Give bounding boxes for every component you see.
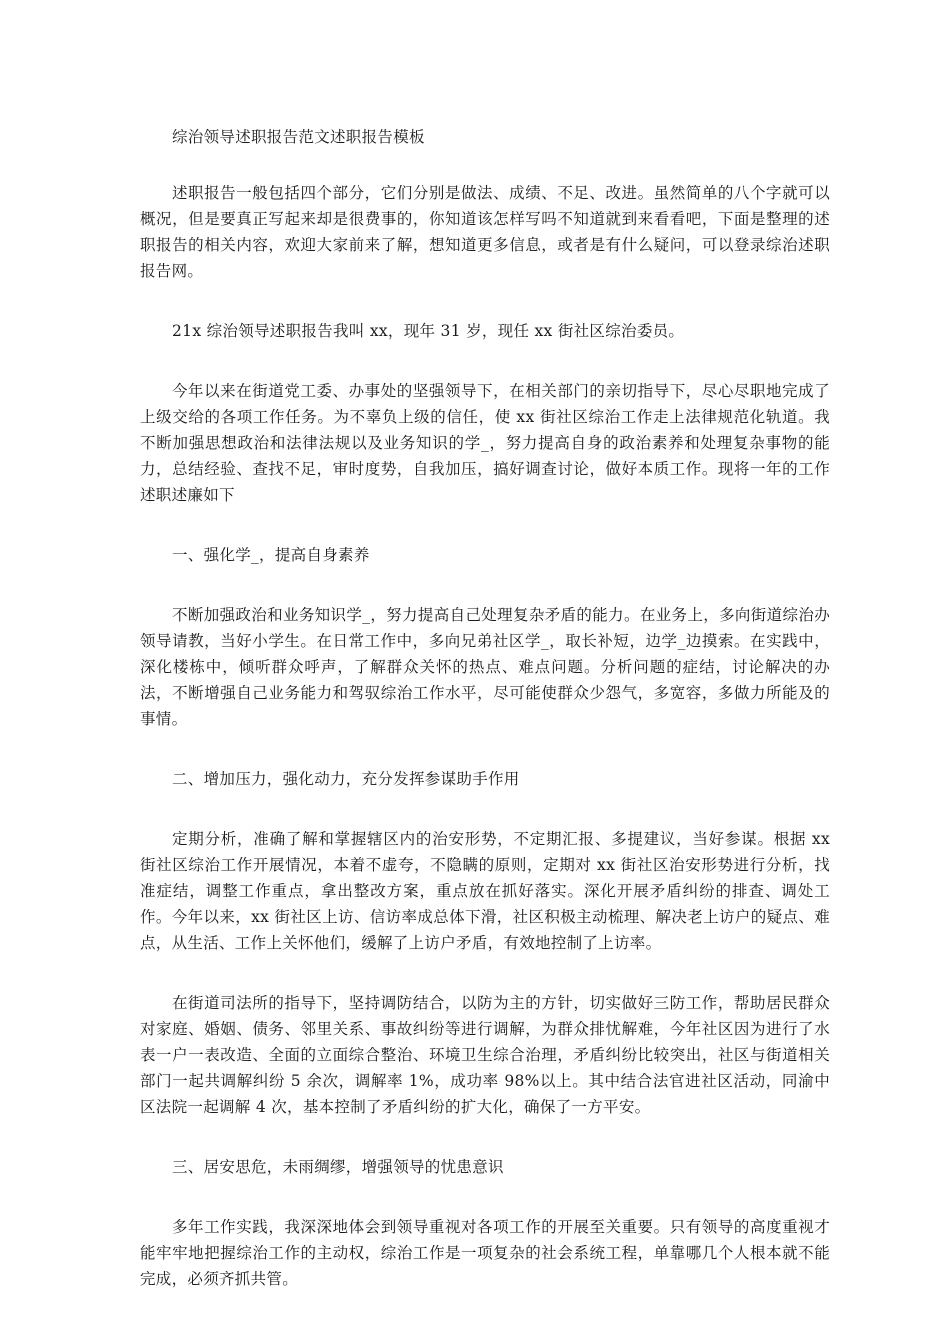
paragraph-intro: 述职报告一般包括四个部分，它们分别是做法、成绩、不足、改进。虽然简单的八个字就可以概况，但是要真正写起来却是很费事的，你知道该怎样写吗不知道就到来看看吧，下面是整理的述职报告的相关内容，欢迎大家前来了解，想知道更多信息，或者是有什么疑问，可以登录综治述职报告网。 bbox=[140, 184, 830, 280]
document-title: 综治领导述职报告范文述职报告模板 bbox=[172, 128, 425, 146]
section-heading-1: 一、强化学_，提高自身素养 bbox=[172, 546, 370, 564]
paragraph-section-1: 不断加强政治和业务知识学_，努力提高自己处理复杂矛盾的能力。在业务上，多向街道综治办领导请教，当好小学生。在日常工作中，多向兄弟社区学_，取长补短，边学_边摸索。在实践中，深化楼栋中，倾听群众呼声，了解群众关怀的热点、难点问题。分析问题的症结，讨论解决的办法，不断增强自己业务能力和驾驭综治工作水平，尽可能使群众少怨气，多宽容，多做力所能及的事情。 bbox=[140, 606, 830, 728]
paragraph-section-2b: 在街道司法所的指导下，坚持调防结合，以防为主的方针，切实做好三防工作，帮助居民群众对家庭、婚姻、债务、邻里关系、事故纠纷等进行调解，为群众排忧解难，今年社区因为进行了水表一户一表改造、全面的立面综合整治、环境卫生综合治理，矛盾纠纷比较突出，社区与街道相关部门一起共调解纠纷 5 余次，调解率 1%，成功率 98%以上。其中结合法官进社区活动，同渝中区法院一起调解 4 次，基本控制了矛盾纠纷的扩大化，确保了一方平安。 bbox=[140, 994, 830, 1116]
section-heading-2: 二、增加压力，强化动力，充分发挥参谋助手作用 bbox=[172, 770, 520, 788]
paragraph-self-introduction: 21x 综治领导述职报告我叫 xx，现年 31 岁，现任 xx 街社区综治委员。 bbox=[172, 322, 685, 340]
paragraph-overview: 今年以来在街道党工委、办事处的坚强领导下，在相关部门的亲切指导下，尽心尽职地完成了上级交给的各项工作任务。为不辜负上级的信任，使 xx 街社区综治工作走上法律规范化轨道。我不断加强思想政治和法律法规以及业务知识的学_，努力提高自身的政治素养和处理复杂事物的能力，总结经验、查找不足，审时度势，自我加压，搞好调查讨论，做好本质工作。现将一年的工作述职述廉如下 bbox=[140, 382, 830, 504]
section-heading-3: 三、居安思危，未雨绸缪，增强领导的忧患意识 bbox=[172, 1158, 504, 1176]
document-page bbox=[140, 124, 830, 1326]
paragraph-section-2a: 定期分析，准确了解和掌握辖区内的治安形势，不定期汇报、多提建议，当好参谋。根据 xx 街社区综治工作开展情况，本着不虚夸，不隐瞒的原则，定期对 xx 街社区治安形势进行分析，找准症结，调整工作重点，拿出整改方案，重点放在抓好落实。深化开展矛盾纠纷的排查、调处工作。今年以来，xx 街社区上访、信访率成总体下滑，社区积极主动梳理、解决老上访户的疑点、难点，从生活、工作上关怀他们，缓解了上访户矛盾，有效地控制了上访率。 bbox=[140, 830, 830, 952]
paragraph-section-3: 多年工作实践，我深深地体会到领导重视对各项工作的开展至关重要。只有领导的高度重视才能牢牢地把握综治工作的主动权，综治工作是一项复杂的社会系统工程，单靠哪几个人根本就不能完成，必须齐抓共管。 bbox=[140, 1218, 830, 1288]
